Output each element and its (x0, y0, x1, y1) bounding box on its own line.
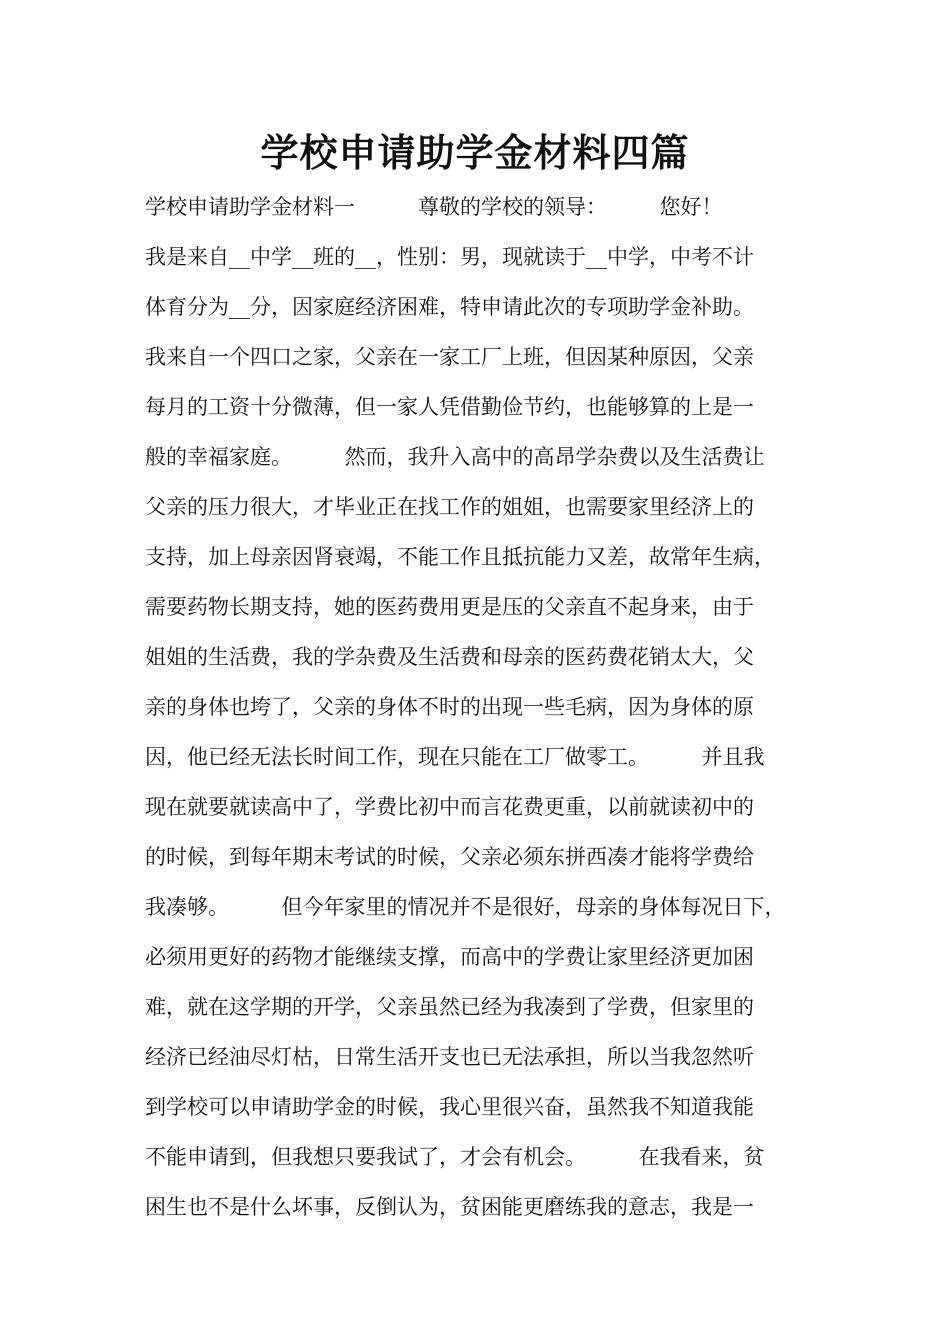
text-line: 我凑够。 但今年家里的情况并不是很好，母亲的身体每况日下， (145, 895, 786, 919)
text-line: 因，他已经无法长时间工作，现在只能在工厂做零工。 并且我 (145, 745, 765, 769)
text-line: 每月的工资十分微薄，但一家人凭借勤俭节约，也能够算的上是一 (145, 395, 754, 419)
text-line: 难，就在这学期的开学，父亲虽然已经为我凑到了学费，但家里的 (145, 995, 754, 1019)
text-line: 不能申请到，但我想只要我试了，才会有机会。 在我看来，贫 (145, 1145, 765, 1169)
text-line: 现在就要就读高中了，学费比初中而言花费更重，以前就读初中的 (145, 795, 754, 819)
text-line: 学校申请助学金材料一 尊敬的学校的领导： 您好！ (145, 195, 723, 219)
text-line: 必须用更好的药物才能继续支撑，而高中的学费让家里经济更加困 (145, 945, 754, 969)
text-line: 需要药物长期支持，她的医药费用更是压的父亲直不起身来，由于 (145, 595, 754, 619)
text-line: 体育分为__分，因家庭经济困难，特申请此次的专项助学金补助。 (145, 295, 754, 319)
text-line: 经济已经油尽灯枯，日常生活开支也已无法承担，所以当我忽然听 (145, 1045, 754, 1069)
text-line: 到学校可以申请助学金的时候，我心里很兴奋，虽然我不知道我能 (145, 1095, 754, 1119)
text-line: 姐姐的生活费，我的学杂费及生活费和母亲的医药费花销太大，父 (145, 645, 754, 669)
text-line: 父亲的压力很大，才毕业正在找工作的姐姐，也需要家里经济上的 (145, 495, 754, 519)
text-line: 支持，加上母亲因肾衰竭，不能工作且抵抗能力又差，故常年生病， (145, 545, 775, 569)
text-line: 我是来自__中学__班的__，性别：男，现就读于__中学，中考不计 (145, 245, 754, 269)
document-body (145, 182, 825, 1232)
text-line: 般的幸福家庭。 然而，我升入高中的高昂学杂费以及生活费让 (145, 445, 765, 469)
document-title: 学校申请助学金材料四篇 (260, 131, 690, 175)
text-line: 的时候，到每年期末考试的时候，父亲必须东拼西凑才能将学费给 (145, 845, 754, 869)
text-line: 我来自一个四口之家，父亲在一家工厂上班，但因某种原因，父亲 (145, 345, 754, 369)
text-line: 困生也不是什么坏事，反倒认为，贫困能更磨练我的意志，我是一 (145, 1195, 754, 1219)
text-line: 亲的身体也垮了，父亲的身体不时的出现一些毛病，因为身体的原 (145, 695, 754, 719)
